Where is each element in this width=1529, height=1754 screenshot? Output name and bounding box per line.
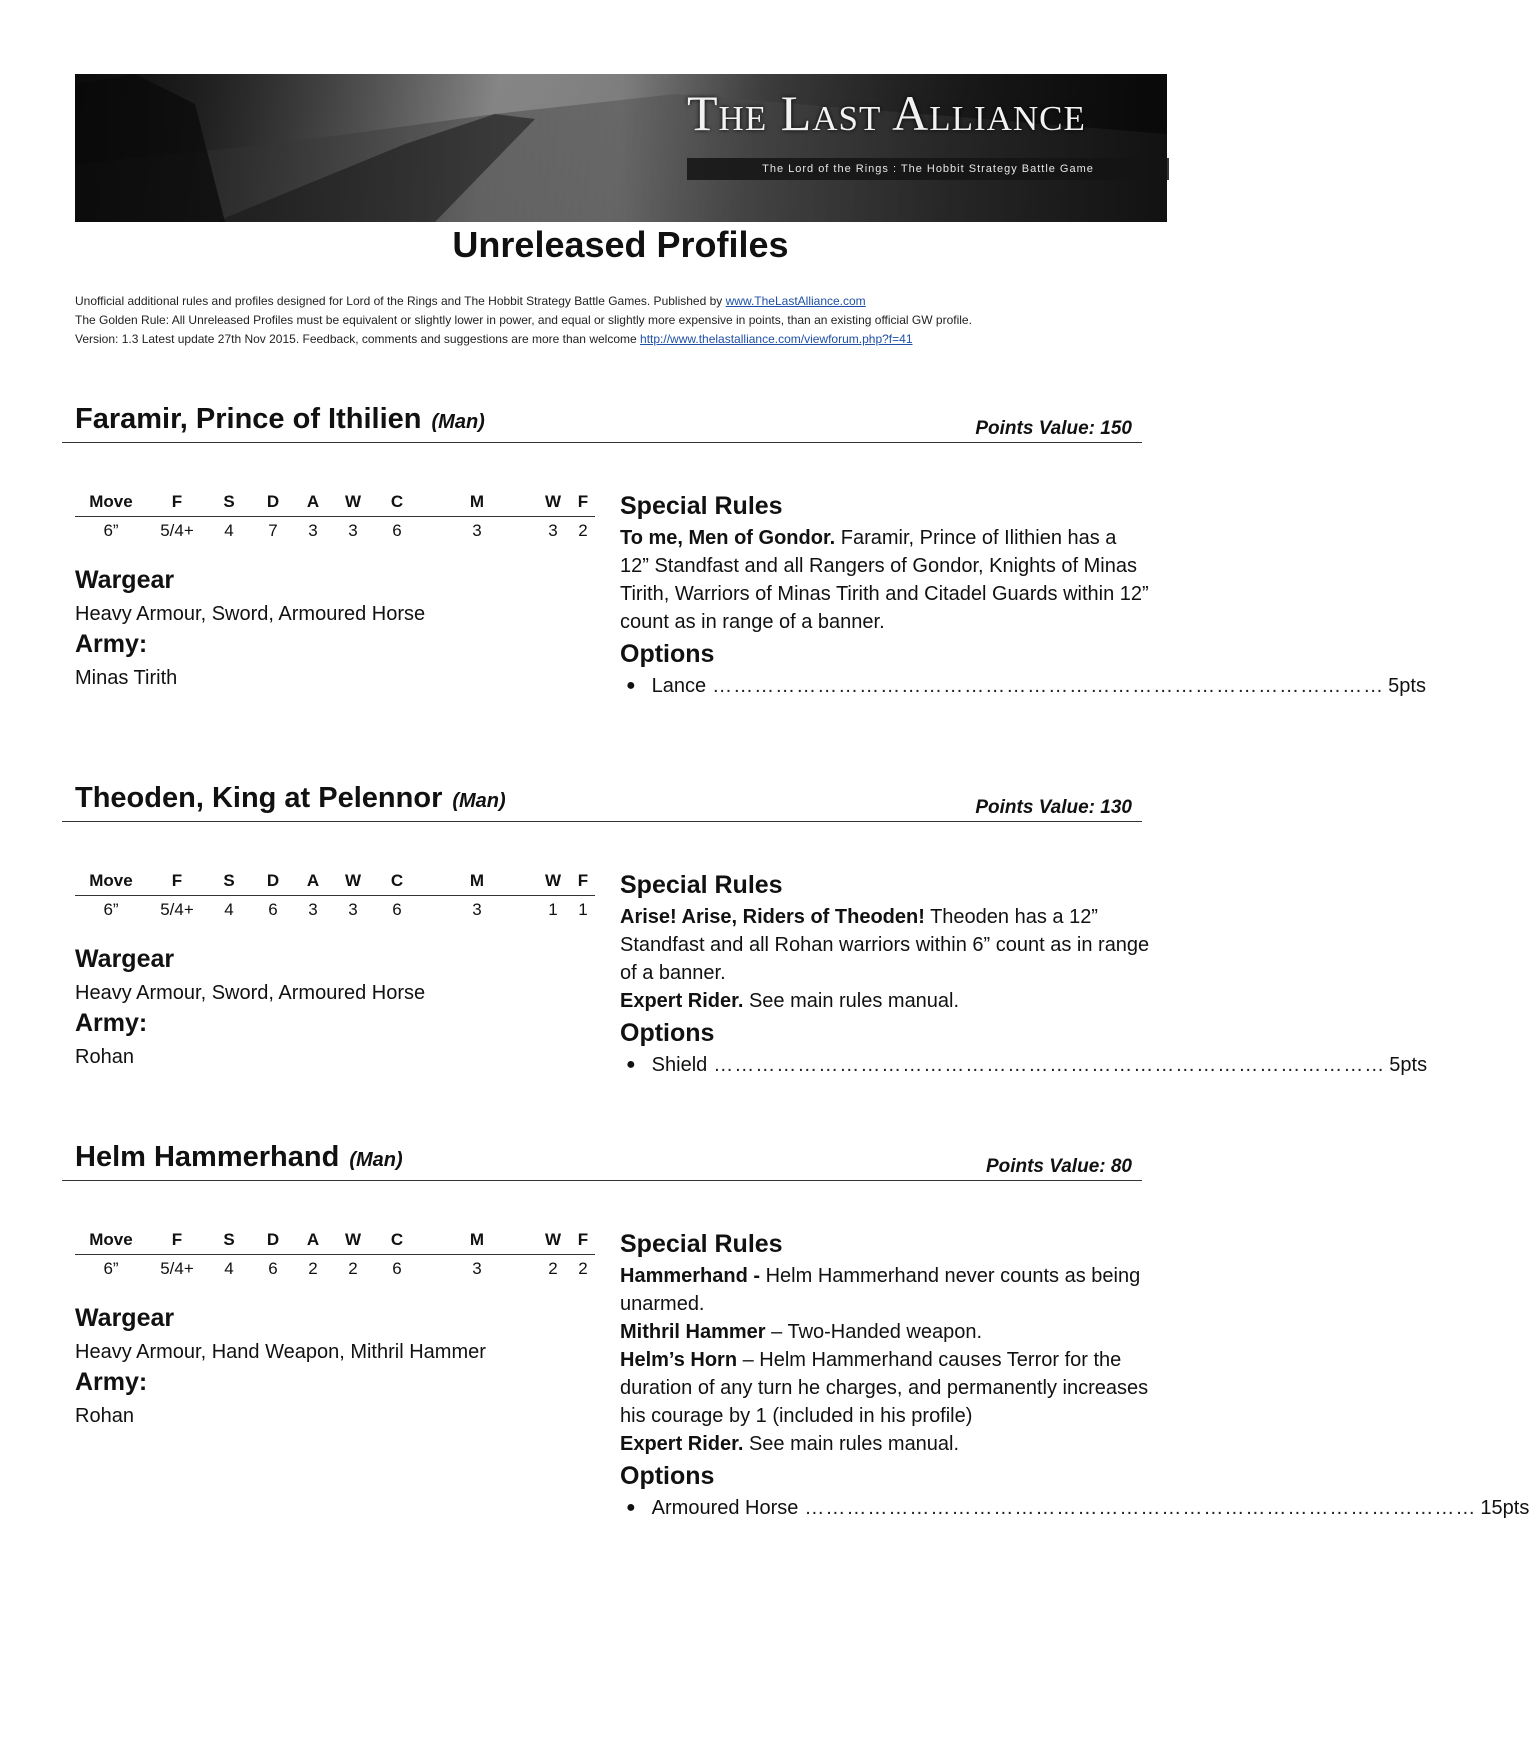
rule-name: Expert Rider. [620,1433,744,1455]
stats-value-row [75,896,595,921]
profile-name-text: Theoden, King at Pelennor [75,782,443,814]
page-title: Unreleased Profiles [452,224,789,265]
wargear-heading: Wargear [75,566,175,594]
stat-header: W [535,492,571,517]
stats-header-row [75,871,595,896]
stat-value: 2 [578,521,588,540]
stat-value: 3 [472,521,482,540]
option-name: Lance [651,675,707,697]
rule-name: Arise! Arise, Riders of Theoden! [620,906,925,928]
army-text: Rohan [75,1405,134,1427]
bullet-icon: ● [626,1499,636,1516]
leader-dots: …………………………………………………………………………………… [804,1497,1477,1519]
options-heading: Options [620,1019,715,1047]
intro-line-2: The Golden Rule: All Unreleased Profiles must be equivalent or slightly lower in power, and equal or slightly more expensive in points, than an existing official GW profile. [75,313,972,327]
intro-line-1: Unofficial additional rules and profiles designed for Lord of the Rings and The Hobbit Strategy Battle Games. Published by [75,294,723,308]
stat-value: 6 [268,900,278,919]
points-value: Points Value: 130 [975,797,1132,818]
option-cost: 15pts [1480,1497,1529,1519]
stat-header: C [375,492,419,517]
rule-text: Theoden has a 12” Standfast and all Rohan warriors within 6” count as in range of a banner. [620,906,1150,984]
stat-value: 3 [472,1259,482,1278]
stat-header: Move [75,1230,147,1255]
stat-value: 6” [103,1259,119,1278]
stat-value: 2 [348,1259,358,1278]
wargear-heading: Wargear [75,1304,175,1332]
rule-name: Hammerhand - [620,1265,761,1287]
stat-header: S [207,1230,251,1255]
stat-value: 2 [578,1259,588,1278]
stats-table [75,871,595,920]
stat-value: 6 [392,900,402,919]
stat-header: A [295,1230,331,1255]
stat-header: F [571,1230,595,1255]
special-rules-heading: Special Rules [620,871,783,899]
stat-header: D [251,1230,295,1255]
stat-value: 6” [103,521,119,540]
option-item [620,1494,1529,1522]
option-name: Armoured Horse [651,1497,799,1519]
stat-header: D [251,492,295,517]
profile-header [62,777,1142,822]
stat-header: W [331,492,375,517]
stats-header-row [75,1230,595,1255]
stats-table [75,492,595,541]
stat-header: A [295,492,331,517]
wargear-heading: Wargear [75,945,175,973]
rule-text: – Helm Hammerhand causes Terror for the duration of any turn he charges, and permanently increases his courage by 1 (included in his profile) [620,1349,1149,1427]
option-item [620,1051,1428,1079]
header-banner [75,74,1167,222]
stat-header: F [147,492,207,517]
stat-header: W [535,871,571,896]
stat-header: W [331,1230,375,1255]
rule-name: Mithril Hammer [620,1321,766,1343]
stat-value: 5/4+ [160,521,194,540]
special-rules-heading: Special Rules [620,492,783,520]
stats-value-row [75,1255,595,1280]
stat-value: 5/4+ [160,900,194,919]
special-rules-block [620,867,1428,1079]
stat-value: 3 [308,521,318,540]
profile-name [75,403,485,436]
special-rules-heading: Special Rules [620,1230,783,1258]
stat-header: C [375,871,419,896]
intro-text [75,292,972,349]
wargear-text: Heavy Armour, Sword, Armoured Horse [75,982,426,1004]
forum-link[interactable]: http://www.thelastalliance.com/viewforum.php?f=41 [640,332,913,346]
stat-value: 6 [392,1259,402,1278]
stat-value: 5/4+ [160,1259,194,1278]
stat-header: W [535,1230,571,1255]
option-cost: 5pts [1388,675,1426,697]
stat-value: 4 [224,521,234,540]
special-rules-block [620,488,1426,700]
profile-name [75,782,506,815]
stat-header: F [147,1230,207,1255]
stat-header: Move [75,492,147,517]
profile-header [62,1136,1142,1181]
leader-dots: …………………………………………………………………………………… [713,1054,1386,1076]
stat-header: M [419,1230,535,1255]
stat-value: 3 [472,900,482,919]
stat-header: S [207,492,251,517]
profile-name-text: Faramir, Prince of Ithilien [75,403,422,435]
stat-value: 3 [308,900,318,919]
stat-value: 6 [392,521,402,540]
wargear-text: Heavy Armour, Sword, Armoured Horse [75,603,426,625]
stat-header: D [251,871,295,896]
stat-value: 7 [268,521,278,540]
stat-header: M [419,871,535,896]
wargear-text: Heavy Armour, Hand Weapon, Mithril Hammer [75,1341,486,1363]
rule-text: Faramir, Prince of Ilithien has a 12” Standfast and all Rangers of Gondor, Knights of Minas Tirith, Warriors of Minas Tirith and Citadel Guards within 12” count as in range of a banner. [620,527,1149,633]
stat-value: 3 [548,521,558,540]
profile-header [62,398,1142,443]
rule-name: To me, Men of Gondor. [620,527,836,549]
rule-text: – Two-Handed weapon. [765,1321,983,1343]
option-name: Shield [651,1054,708,1076]
rule-text: See main rules manual. [743,990,960,1012]
stat-value: 3 [348,900,358,919]
profile-race: (Man) [349,1149,403,1171]
rule-text: See main rules manual. [743,1433,960,1455]
stat-header: F [571,871,595,896]
stat-value: 1 [548,900,558,919]
options-heading: Options [620,1462,715,1490]
intro-line-3: Version: 1.3 Latest update 27th Nov 2015. Feedback, comments and suggestions are more than welcome [75,332,637,346]
rule-name: Helm’s Horn [620,1349,738,1371]
bullet-icon: ● [626,1056,636,1073]
stat-header: W [331,871,375,896]
stat-header: Move [75,871,147,896]
bullet-icon: ● [626,677,636,694]
stat-value: 2 [308,1259,318,1278]
army-heading: Army: [75,1009,148,1037]
stats-value-row [75,517,595,542]
profile-race: (Man) [452,790,506,812]
rule-entry [620,1318,1150,1346]
rule-entry [620,1430,1150,1458]
profile-name [75,1141,403,1174]
stat-header: S [207,871,251,896]
banner-title: The Last Alliance [687,85,1086,141]
stat-header: A [295,871,331,896]
stat-value: 4 [224,900,234,919]
special-rules-block [620,1226,1529,1522]
rule-name: Expert Rider. [620,990,744,1012]
stat-header: F [147,871,207,896]
stat-value: 2 [548,1259,558,1278]
stat-header: F [571,492,595,517]
profile-name-text: Helm Hammerhand [75,1141,340,1173]
points-value: Points Value: 80 [985,1156,1132,1177]
rule-entry [620,1346,1150,1430]
stat-header: C [375,1230,419,1255]
rule-entry [620,524,1150,636]
options-heading: Options [620,640,715,668]
stat-value: 6 [268,1259,278,1278]
rule-entry [620,903,1150,987]
army-heading: Army: [75,630,148,658]
option-cost: 5pts [1389,1054,1428,1076]
stat-value: 3 [348,521,358,540]
banner-subtitle: The Lord of the Rings : The Hobbit Strategy Battle Game [687,158,1169,180]
rule-entry [620,1262,1150,1318]
army-text: Rohan [75,1046,134,1068]
profile-race: (Man) [431,411,485,433]
rule-text: Helm Hammerhand never counts as being unarmed. [620,1265,1141,1315]
points-value: Points Value: 150 [975,418,1132,439]
stats-table [75,1230,595,1279]
stat-header: M [419,492,535,517]
army-heading: Army: [75,1368,148,1396]
stat-value: 4 [224,1259,234,1278]
leader-dots: …………………………………………………………………………………… [712,675,1385,697]
stat-value: 1 [578,900,588,919]
option-item [620,672,1426,700]
site-link[interactable]: www.TheLastAlliance.com [725,294,866,308]
rule-entry [620,987,1150,1015]
stats-header-row [75,492,595,517]
stat-value: 6” [103,900,119,919]
army-text: Minas Tirith [75,667,178,689]
